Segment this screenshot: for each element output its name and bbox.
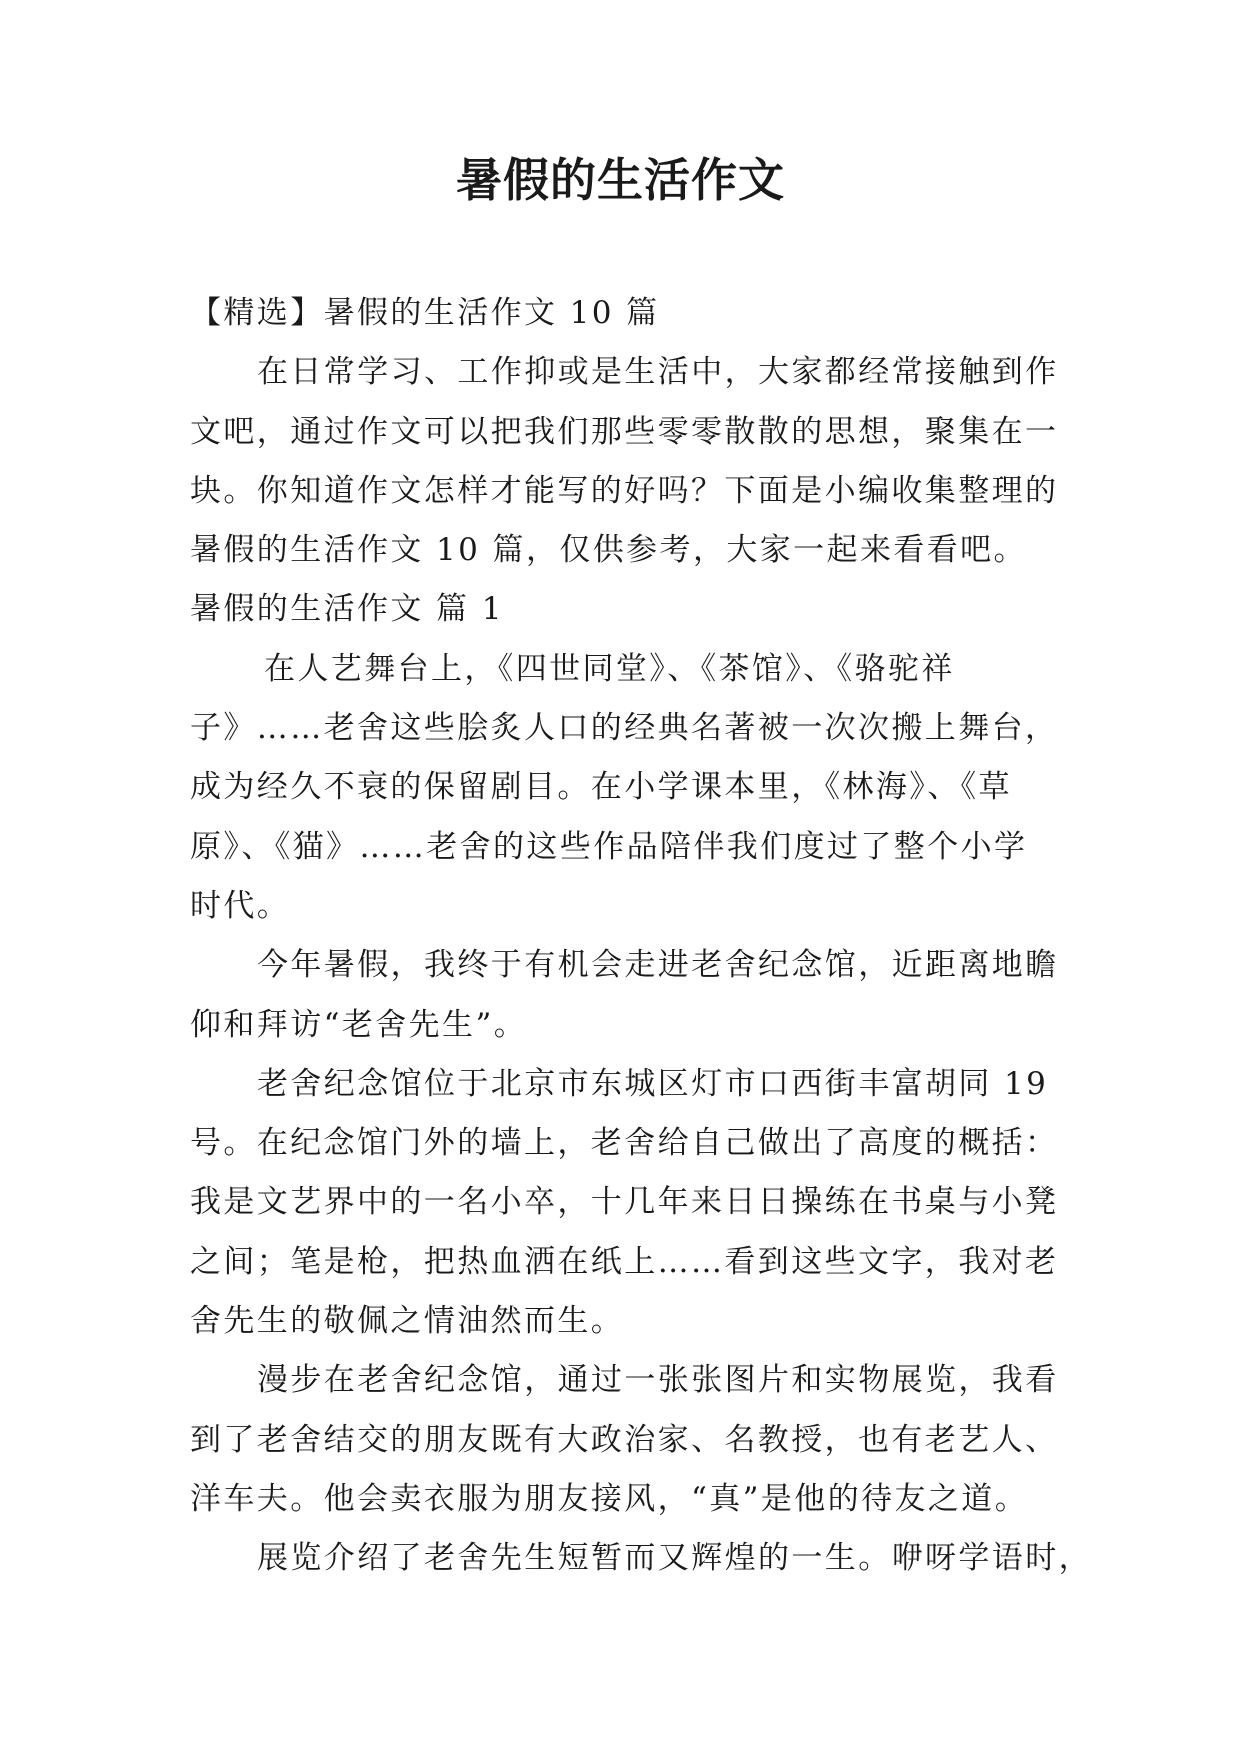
paragraph-line: 舍先生的敬佩之情油然而生。 xyxy=(190,1303,625,1340)
paragraph-line: 之间；笔是枪，把热血洒在纸上……看到这些文字，我对老 xyxy=(190,1243,1059,1280)
paragraph-line: 原》、《猫》……老舍的这些作品陪伴我们度过了整个小学 xyxy=(190,828,1028,865)
paragraph-line: 文吧，通过作文可以把我们那些零零散散的思想，聚集在一 xyxy=(190,413,1059,450)
paragraph-line: 展览介绍了老舍先生短暂而又辉煌的一生。咿呀学语时， xyxy=(257,1540,1092,1577)
paragraph-line: 洋车夫。他会卖衣服为朋友接风，“真”是他的待友之道。 xyxy=(190,1480,1029,1517)
document-body xyxy=(190,284,1092,1589)
paragraph-line: 仰和拜访“老舍先生”。 xyxy=(190,1006,528,1043)
paragraph-line: 时代。 xyxy=(190,887,291,924)
paragraph-line: 子》……老舍这些脍炙人口的经典名著被一次次搬上舞台， xyxy=(190,710,1059,747)
paragraph-line: 我是文艺界中的一名小卒，十几年来日日操练在书桌与小凳 xyxy=(190,1184,1059,1221)
paragraph-line: 在人艺舞台上，《四世同堂》、《茶馆》、《骆驼祥 xyxy=(264,650,955,687)
paragraph-line: 在日常学习、工作抑或是生活中，大家都经常接触到作 xyxy=(257,354,1059,391)
paragraph-line: 今年暑假，我终于有机会走进老舍纪念馆，近距离地瞻 xyxy=(257,947,1059,984)
paragraph-line: 暑假的生活作文 10 篇，仅供参考，大家一起来看看吧。 xyxy=(190,532,1027,569)
subtitle-line: 【精选】暑假的生活作文 10 篇 xyxy=(190,295,660,331)
paragraph-line: 号。在纪念馆门外的墙上，老舍给自己做出了高度的概括： xyxy=(190,1125,1059,1162)
paragraph-line: 块。你知道作文怎样才能写的好吗？下面是小编收集整理的 xyxy=(190,472,1059,509)
document-title: 暑假的生活作文 xyxy=(456,153,785,207)
paragraph-line: 老舍纪念馆位于北京市东城区灯市口西街丰富胡同 19 xyxy=(257,1065,1049,1102)
section-heading: 暑假的生活作文 篇 1 xyxy=(190,591,504,628)
paragraph-line: 成为经久不衰的保留剧目。在小学课本里，《林海》、《草 xyxy=(190,769,1012,806)
paragraph-line: 漫步在老舍纪念馆，通过一张张图片和实物展览，我看 xyxy=(257,1362,1059,1399)
paragraph-line: 到了老舍结交的朋友既有大政治家、名教授，也有老艺人、 xyxy=(190,1421,1059,1458)
